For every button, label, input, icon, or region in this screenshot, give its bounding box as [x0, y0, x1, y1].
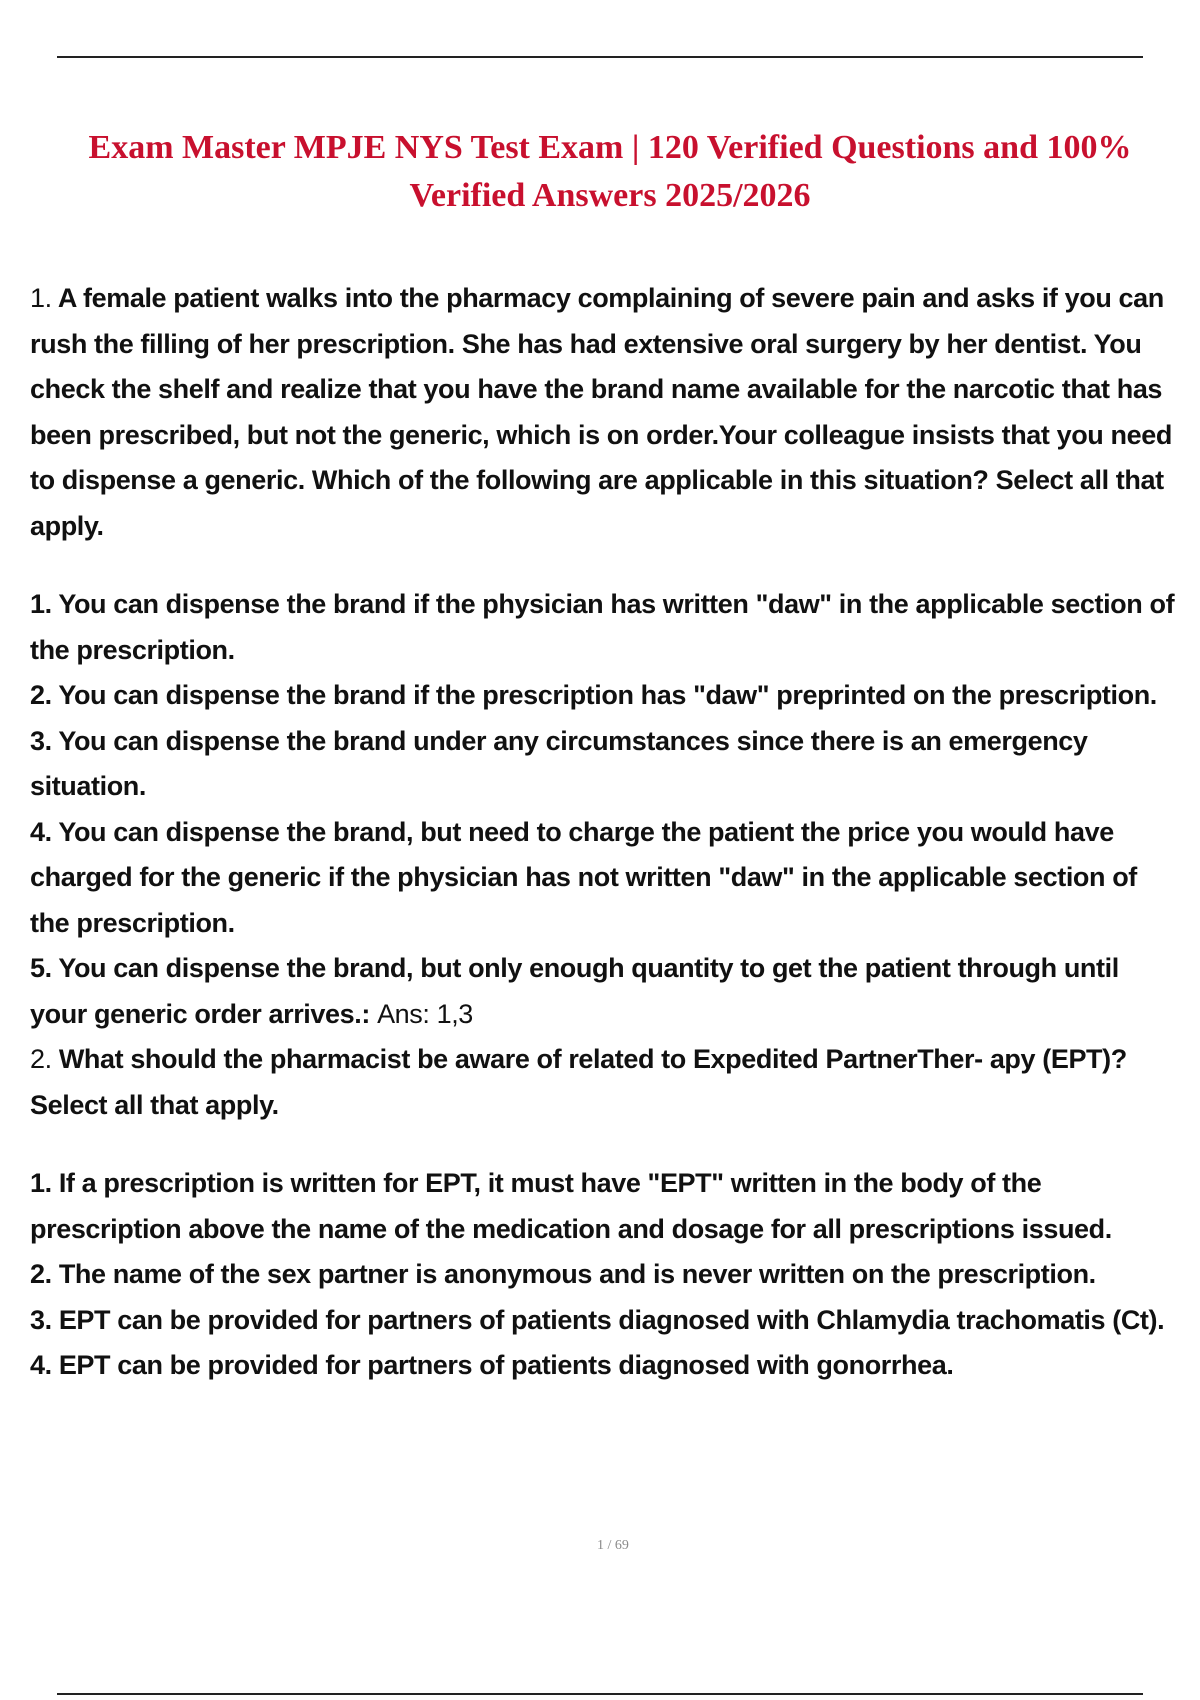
- option-item: [30, 810, 1178, 947]
- question-1: [30, 276, 1178, 549]
- option-number: 3.: [30, 725, 52, 756]
- option-text: You can dispense the brand, but need to charge the patient the price you would have charged for the generic if the physician has not written "daw" in the applicable section of the prescription.: [30, 816, 1137, 938]
- option-number: 2.: [30, 680, 52, 710]
- option-text: You can dispense the brand, but only enough quantity to get the patient through until your generic order arrives.:: [30, 953, 1119, 1029]
- option-item: [30, 582, 1178, 673]
- page-number: 1 / 69: [597, 1538, 629, 1553]
- document-body: [30, 276, 1178, 1389]
- option-number: 1.: [30, 1168, 52, 1198]
- question-number: 1.: [30, 283, 52, 313]
- option-number: 3.: [30, 1304, 52, 1335]
- spacer: [30, 1128, 1178, 1161]
- bottom-rule: [57, 1693, 1143, 1695]
- question-number: 2.: [30, 1044, 52, 1074]
- page-title: Exam Master MPJE NYS Test Exam | 120 Verified Questions and 100% Verified Answers 2025/2026: [88, 129, 1132, 214]
- option-number: 4.: [30, 816, 52, 847]
- question-2: [30, 1037, 1178, 1128]
- option-number: 2.: [30, 1259, 52, 1289]
- option-item: [30, 946, 1178, 1037]
- option-number: 5.: [30, 953, 52, 983]
- option-item: [30, 673, 1178, 719]
- option-item: [30, 719, 1178, 810]
- option-text: The name of the sex partner is anonymous and is never written on the prescription.: [58, 1259, 1096, 1289]
- option-text: You can dispense the brand if the physician has written "daw" in the applicable section of the prescription.: [30, 589, 1175, 665]
- option-text: You can dispense the brand under any circumstances since there is an emergency situation.: [30, 725, 1088, 801]
- option-item: [30, 1343, 1178, 1389]
- option-item: [30, 1161, 1178, 1252]
- top-rule: [57, 56, 1143, 58]
- option-text: You can dispense the brand if the prescription has "daw" preprinted on the prescription.: [58, 680, 1157, 710]
- option-text: EPT can be provided for partners of patients diagnosed with gonorrhea.: [58, 1350, 954, 1380]
- question-text: A female patient walks into the pharmacy complaining of severe pain and asks if you can rush the filling of her prescription. She has had extensive oral surgery by her dentist. You check the shelf and realize that you have the brand name available for the narcotic that has been prescribed, but not the generic, which is on order.Your colleague insists that you need to dispense a generic. Which of the following are applicable in this situation? Select all that apply.: [30, 283, 1172, 541]
- answer-key: Ans: 1,3: [377, 998, 473, 1029]
- option-item: [30, 1252, 1178, 1298]
- option-number: 1.: [30, 589, 52, 619]
- option-text: EPT can be provided for partners of patients diagnosed with Chlamydia trachomatis (Ct).: [58, 1304, 1165, 1335]
- option-item: [30, 1298, 1178, 1344]
- question-text: What should the pharmacist be aware of related to Expedited PartnerTher- apy (EPT)? Select all that apply.: [30, 1044, 1127, 1120]
- option-number: 4.: [30, 1350, 52, 1380]
- option-text: If a prescription is written for EPT, it must have "EPT" written in the body of the prescription above the name of the medication and dosage for all prescriptions issued.: [30, 1168, 1112, 1244]
- spacer: [30, 549, 1178, 582]
